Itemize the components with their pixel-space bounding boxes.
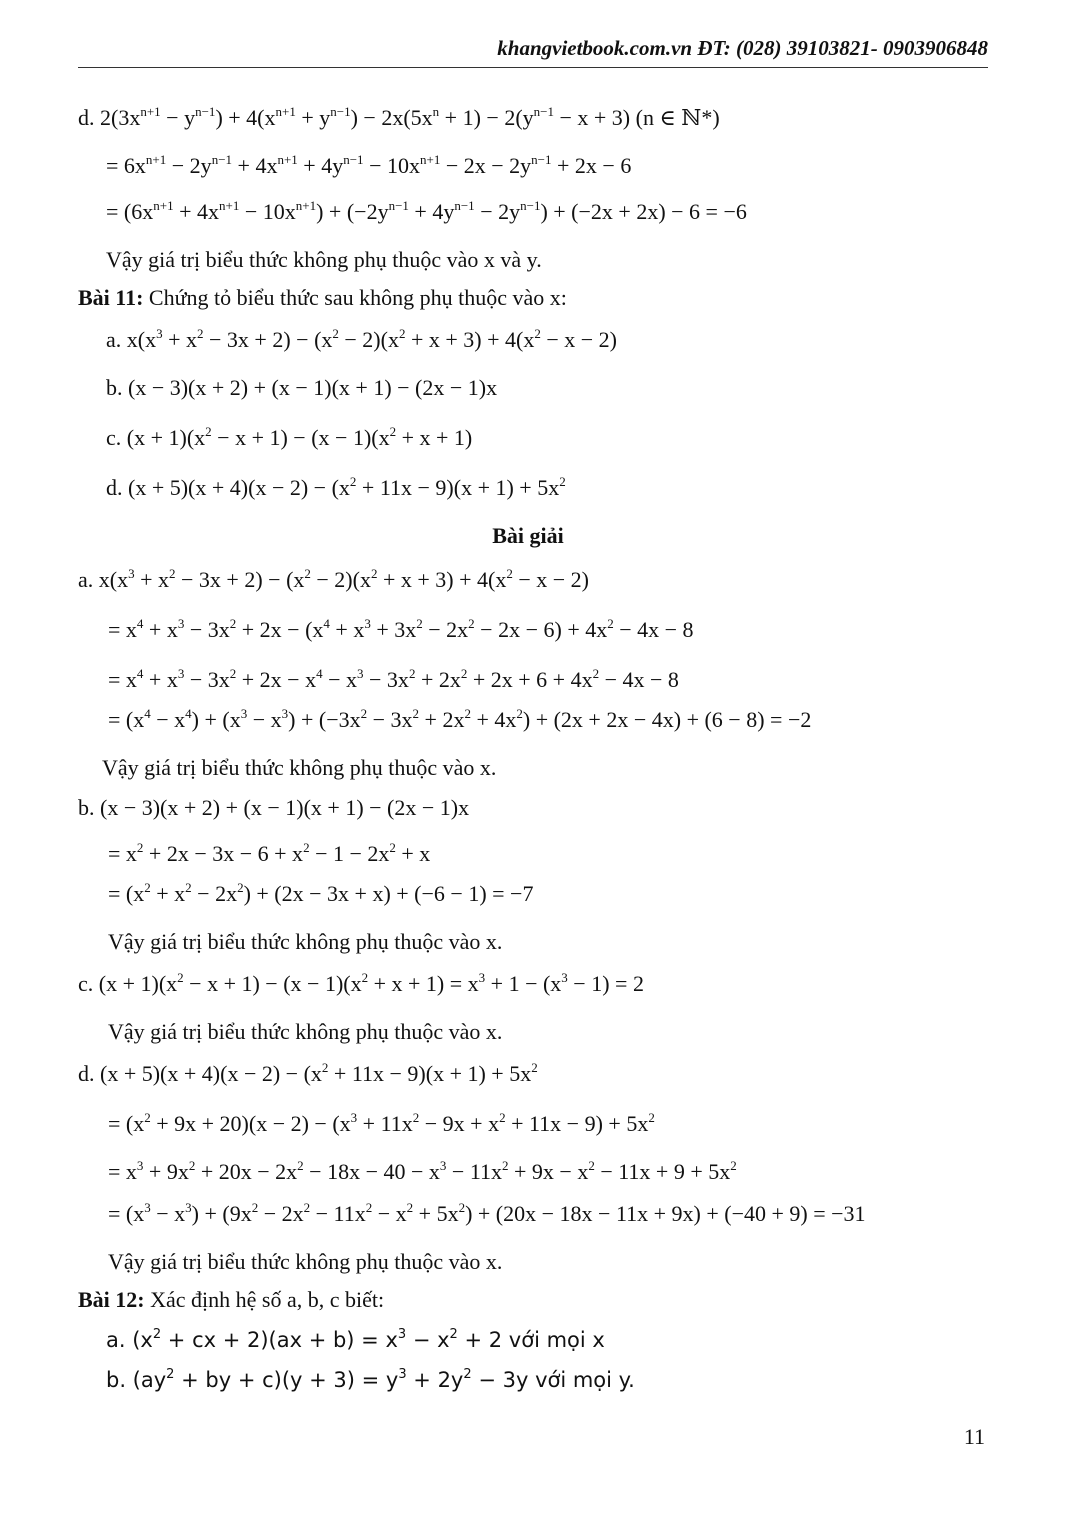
text-line: = $(x^2 + x^2 - 2x^2) + (2x - 3x + x) + (-6 - 1) = -7$ [108, 880, 534, 906]
text-line: Vậy giá trị biểu thức không phụ thuộc vào x và y. [106, 247, 542, 272]
text-line: = $x^2 + 2x - 3x - 6 + x^2 - 1 - 2x^2 + x$ [108, 840, 431, 866]
text-line: Vậy giá trị biểu thức không phụ thuộc vào x. [102, 755, 497, 780]
text-line: d. $(x + 5)(x + 4)(x - 2) - (x^2 + 11x - 9)(x + 1) + 5x^2$ [106, 474, 566, 500]
text-line: = $6x^{n+1} - 2y^{n-1} + 4x^{n+1} + 4y^{n-1} - 10x^{n+1} - 2x - 2y^{n-1} + 2x - 6$ [106, 152, 632, 178]
text-line: c. $(x + 1)(x^2 - x + 1) - (x - 1)(x^2 + x + 1)$ [106, 424, 473, 450]
text-line: d. $2(3x^{n+1} - y^{n-1}) + 4(x^{n+1} + y^{n-1}) - 2x(5x^n + 1) - 2(y^{n-1} - x + 3)$ (n ∈ ℕ*) [78, 104, 720, 130]
page-number: 11 [963, 1424, 985, 1449]
text-line: a. ($x^2$ + cx + $2)(ax + b) = x^3 - x^2 + 2$ với mọi x [106, 1327, 605, 1352]
text-line: Vậy giá trị biểu thức không phụ thuộc vào x. [108, 929, 503, 954]
text-line: Bài 12: Xác định hệ số a, b, c biết: [78, 1287, 385, 1312]
text-line: = $(6x^{n+1} + 4x^{n+1} - 10x^{n+1}) + (-2y^{n-1} + 4y^{n-1} - 2y^{n-1}) + (-2x + 2x) - 6 = -6$ [106, 198, 747, 224]
text-line: b. ($ay^2$ + by + $c)(y + 3) = y^3 + 2y^2 - 3y$ với mọi y. [106, 1367, 635, 1392]
text-line: b. (x − 3)(x + 2) + (x − 1)(x + 1) − (2x − 1)x [78, 795, 470, 820]
text-line: = $x^4 + x^3 - 3x^2 + 2x - (x^4 + x^3 + 3x^2 - 2x^2 - 2x - 6) + 4x^2 - 4x - 8$ [108, 616, 694, 642]
page-header: khangvietbook.com.vn ĐT: (028) 39103821- 0903906848 [78, 36, 988, 68]
text-line: c. $(x + 1)(x^2 - x + 1) - (x - 1)(x^2 + x + 1) = x^3 + 1 - (x^3 - 1) = 2$ [78, 970, 644, 996]
text-line: = $(x^2 + 9x + 20)(x - 2) - (x^3 + 11x^2 - 9x + x^2 + 11x - 9) + 5x^2$ [108, 1110, 655, 1136]
text-line: Vậy giá trị biểu thức không phụ thuộc vào x. [108, 1249, 503, 1274]
text-line: a. $x(x^3 + x^2 - 3x + 2) - (x^2 - 2)(x^2 + x + 3) + 4(x^2 - x - 2)$ [78, 566, 589, 592]
text-line: = $x^4 + x^3 - 3x^2 + 2x - x^4 - x^3 - 3x^2 + 2x^2 + 2x + 6 + 4x^2 - 4x - 8$ [108, 666, 679, 692]
text-line: Bài giải [492, 523, 564, 548]
text-line: = $x^3 + 9x^2 + 20x - 2x^2 - 18x - 40 - x^3 - 11x^2 + 9x - x^2 - 11x + 9 + 5x^2$ [108, 1158, 737, 1184]
text-line: = $(x^3 - x^3) + (9x^2 - 2x^2 - 11x^2 - x^2 + 5x^2) + (20x - 18x - 11x + 9x) + (-40 + 9) = -31$ [108, 1200, 866, 1226]
text-line: = $(x^4 - x^4) + (x^3 - x^3) + (-3x^2 - 3x^2 + 2x^2 + 4x^2) + (2x + 2x - 4x) + (6 - 8) = -2$ [108, 706, 812, 732]
text-line: d. $(x + 5)(x + 4)(x - 2) - (x^2 + 11x - 9)(x + 1) + 5x^2$ [78, 1060, 538, 1086]
text-line: Vậy giá trị biểu thức không phụ thuộc vào x. [108, 1019, 503, 1044]
text-line: b. (x − 3)(x + 2) + (x − 1)(x + 1) − (2x − 1)x [106, 375, 498, 400]
text-line: a. $x(x^3 + x^2 - 3x + 2) - (x^2 - 2)(x^2 + x + 3) + 4(x^2 - x - 2)$ [106, 326, 617, 352]
text-line: Bài 11: Chứng tỏ biểu thức sau không phụ thuộc vào x: [78, 285, 567, 310]
